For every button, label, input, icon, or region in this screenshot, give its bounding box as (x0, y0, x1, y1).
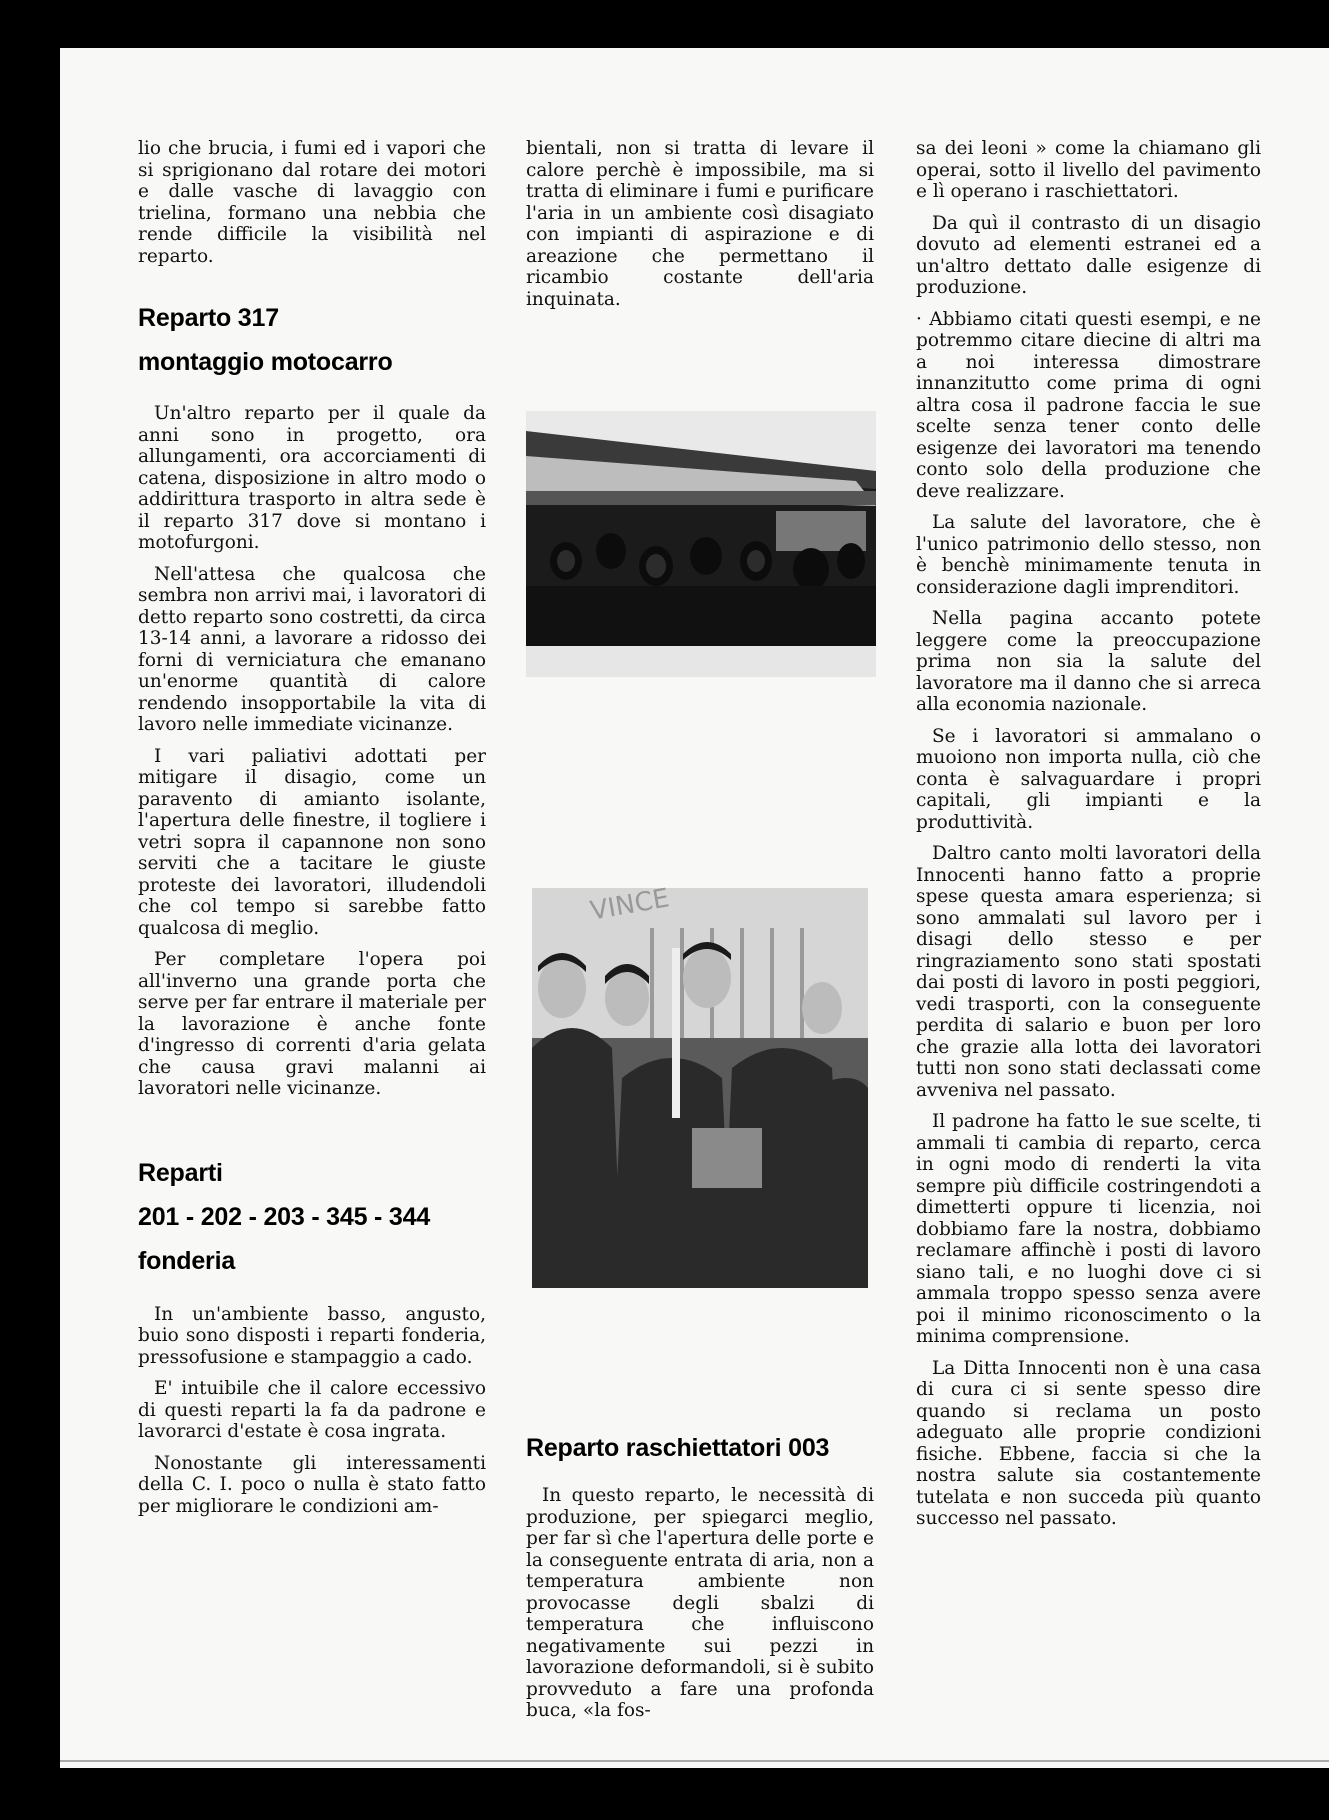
paragraph: Un'altro reparto per il quale da anni sono in progetto, ora allungamenti, ora accorciamenti di catena, disposizione in altro modo o addirittura trasporto in altra sede è il reparto 317 dove si montano i motofurgoni. (138, 403, 486, 553)
page-edge (60, 1760, 1329, 1762)
paragraph: Per completare l'opera poi all'inverno una grande porta che serve per far entrare il materiale per la lavorazione è anche fonte d'ingresso di correnti d'aria gelata che causa gravi malanni ai lavoratori nelle vicinanze. (138, 949, 486, 1099)
section-subheading: fonderia (138, 1246, 236, 1275)
column-left (138, 138, 486, 1527)
section-subheading: montaggio motocarro (138, 348, 393, 376)
column-middle-lower (526, 1433, 874, 1732)
paragraph: Se i lavoratori si ammalano o muoiono non importa nulla, ciò che conta è salvaguardare i propri capitali, gli impianti e la produttività. (916, 725, 1261, 833)
paragraph: I vari paliativi adottati per mitigare il disagio, come un paravento di amianto isolante, l'apertura delle finestre, il togliere i vetri sopra il capannone non sono serviti che a tacitare le giuste proteste dei lavoratori, illudendoli che col tempo si sarebbe fatto qualcosa di meglio. (138, 745, 486, 939)
paragraph: lio che brucia, i fumi ed i vapori che si sprigionano dal rotare dei motori e dalle vasche di lavaggio con trielina, formano una nebbia che rende difficile la visibilità nel reparto. (138, 138, 486, 267)
section-heading: Reparto 317 (138, 304, 279, 332)
paragraph: La salute del lavoratore, che è l'unico patrimonio dello stesso, non è benchè minimamente tenuta in considerazione dagli imprenditori. (916, 512, 1261, 598)
paragraph: In questo reparto, le necessità di produzione, per spiegarci meglio, per far sì che l'apertura delle porte e la conseguente entrata di aria, non a temperatura ambiente non provocasse degli sbalzi di temperatura che influiscono negativamente sui pezzi in lavorazione deformandoli, si è subito provveduto a fare una profonda buca, «la fos- (526, 1485, 874, 1721)
photo-illustration (526, 411, 876, 677)
section-numbers-heading: 201 - 202 - 203 - 345 - 344 (138, 1202, 431, 1231)
paragraph: Il padrone ha fatto le sue scelte, ti ammali ti cambia di reparto, cerca in ogni modo di renderti la vita sempre più difficile costringendoti a dimetterti oppure ti licenzia, noi dobbiamo fare la nostra, dobbiamo reclamare affinchè i posti di lavoro siano tali, e no luoghi dove ci si ammala troppo spesso senza avere poi il minimo riconoscimento o la minima comprensione. (916, 1111, 1261, 1347)
column-right (916, 138, 1261, 1540)
paragraph: Nonostante gli interessamenti della C. I. poco o nulla è stato fatto per migliorare le condizioni am- (138, 1452, 486, 1517)
photo-workers-with-placard (532, 888, 868, 1288)
placard-text: VINCE (587, 883, 672, 927)
paragraph: bientali, non si tratta di levare il calore perchè è impossibile, ma si tratta di eliminare i fumi e purificare l'aria in un ambiente così disagiato con impianti di aspirazione e di areazione che permettano il ricambio costante dell'aria inquinata. (526, 138, 874, 310)
column-middle (526, 138, 874, 320)
photo-illustration (532, 888, 868, 1288)
paragraph: In un'ambiente basso, angusto, buio sono disposti i reparti fonderia, pressofusione e stampaggio a cado. (138, 1303, 486, 1368)
paragraph: Nell'attesa che qualcosa che sembra non arrivi mai, i lavoratori di detto reparto sono costretti, da circa 13-14 anni, a lavorare a ridosso dei forni di verniciatura che emanano un'enorme quantità di calore rendendo insopportabile la vita di lavoro nelle immediate vicinanze. (138, 563, 486, 735)
photo-workers-outside-factory (526, 411, 876, 677)
paragraph: Daltro canto molti lavoratori della Innocenti hanno fatto a proprie spese questa amara esperienza; si sono ammalati sul lavoro per i disagi dello stesso e per ringraziamento sono stati spostati dai posti di lavoro in posti peggiori, vedi trasporti, con la conseguente perdita di salario e buon per loro che grazie alla lotta dei lavoratori tutti non sono stati declassati come avveniva nel passato. (916, 843, 1261, 1101)
paragraph: Nella pagina accanto potete leggere come la preoccupazione prima non sia la salute del lavoratore ma il danno che si arreca alla economia nazionale. (916, 608, 1261, 715)
section-heading: Reparto raschiettatori 003 (526, 1434, 830, 1462)
paragraph: sa dei leoni » come la chiamano gli operai, sotto il livello del pavimento e lì operano i raschiettatori. (916, 138, 1261, 202)
paragraph: La Ditta Innocenti non è una casa di cura ci si sente spesso dire quando si reclama un posto adeguato alle proprie condizioni fisiche. Ebbene, faccia si che la nostra salute sia costantemente tutelata e non succeda più quanto successo nel passato. (916, 1357, 1261, 1529)
paragraph: · Abbiamo citati questi esempi, e ne potremmo citare diecine di altri ma a noi interessa dimostrare innanzitutto come prima di ogni altra cosa il padrone faccia le sue scelte senza tener conto delle esigenze dei lavoratori ma tenendo conto solo della produzione che deve realizzare. (916, 308, 1261, 502)
paragraph: E' intuibile che il calore eccessivo di questi reparti la fa da padrone e lavorarci d'estate è cosa ingrata. (138, 1378, 486, 1442)
section-heading: Reparti (138, 1158, 223, 1187)
magazine-page (60, 48, 1329, 1768)
paragraph: Da quì il contrasto di un disagio dovuto ad elementi estranei ed a un'altro dettato dalle esigenze di produzione. (916, 212, 1261, 298)
